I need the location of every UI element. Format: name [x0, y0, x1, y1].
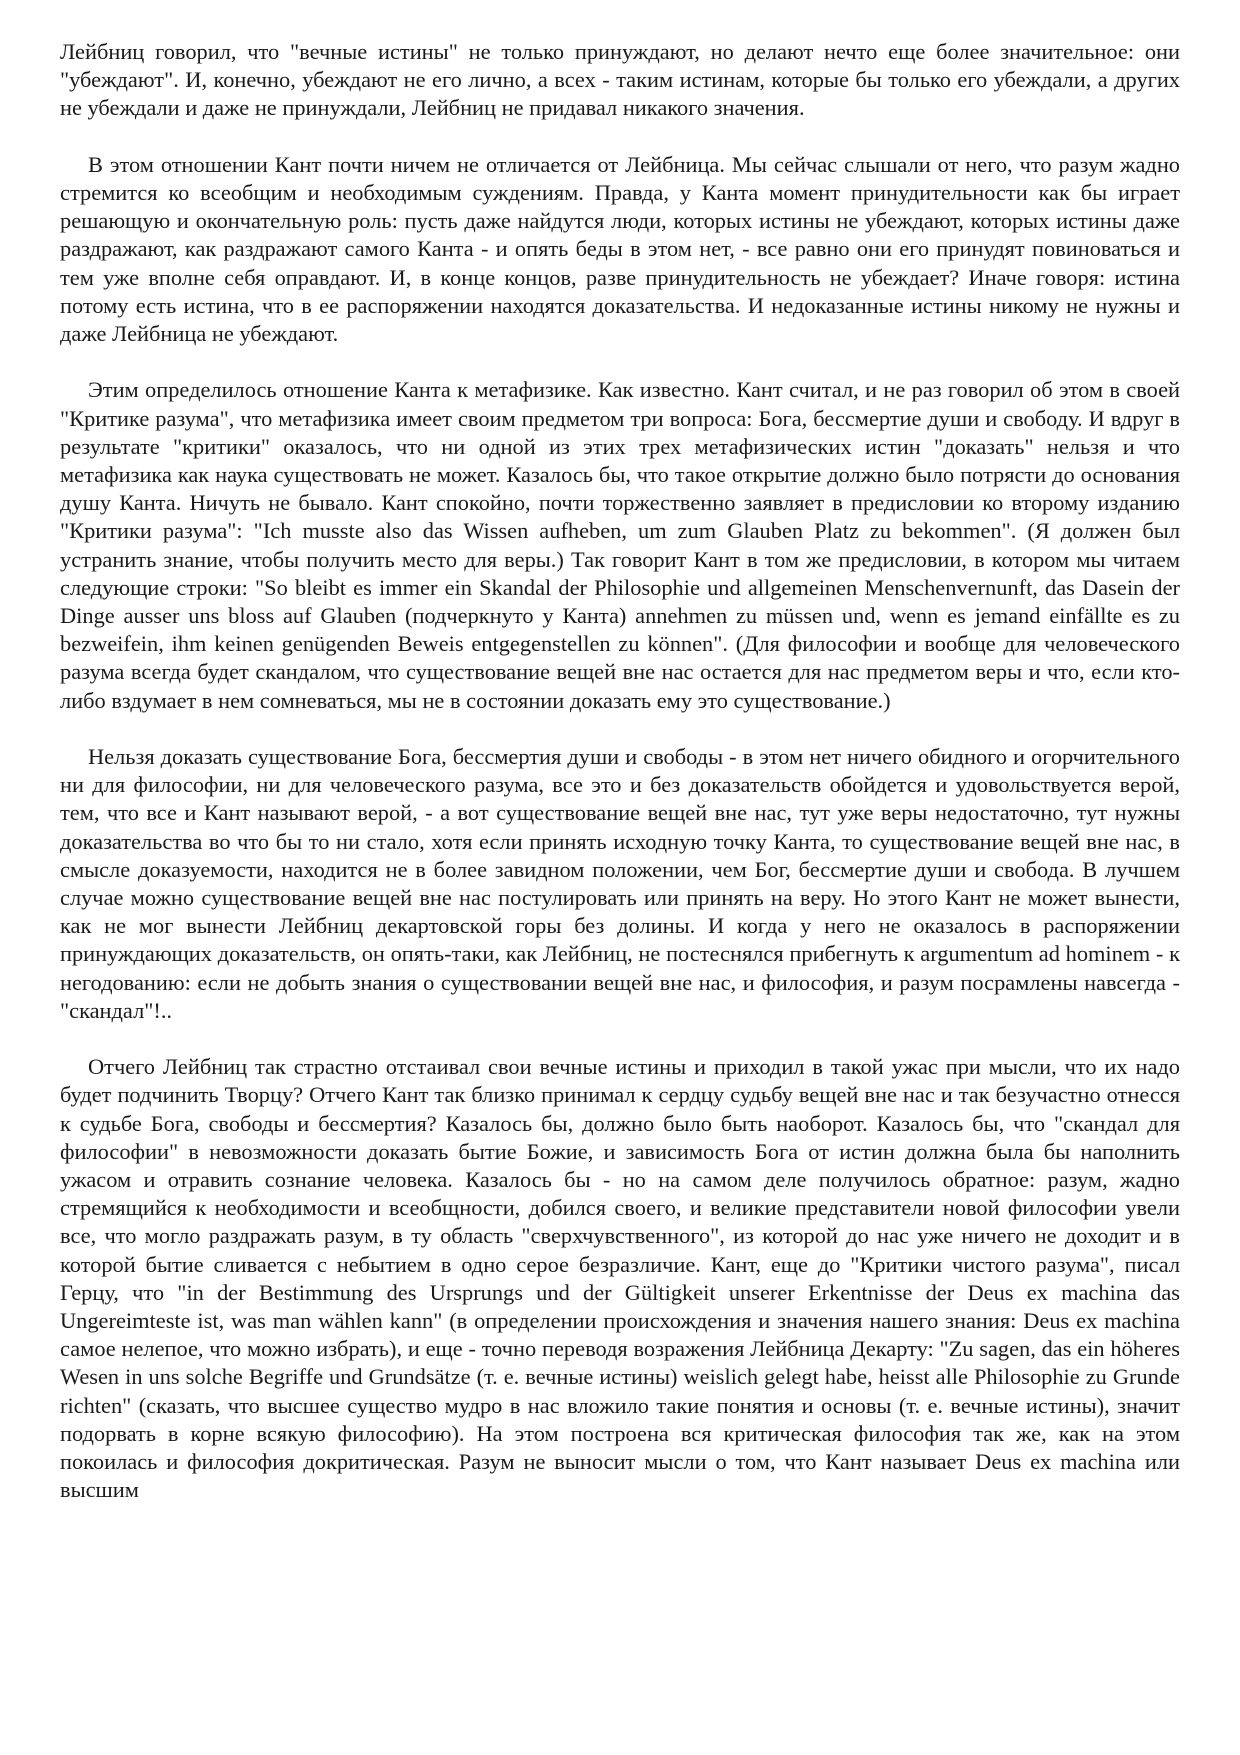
paragraph-3: Этим определилось отношение Канта к метафизике. Как известно. Кант считал, и не раз говорил об этом в своей "Критике разума", что метафизика имеет своим предметом три вопроса: Бога, бессмертие души и свободу. И вдруг в результате "критики" оказалось, что ни одной из этих трех метафизических истин "доказать" нельзя и что метафизика как наука существовать не может. Казалось бы, что такое открытие должно было потрясти до основания душу Канта. Ничуть не бывало. Кант спокойно, почти торжественно заявляет в предисловии ко второму изданию "Критики разума": "Ich musste also das Wissen aufheben, um zum Glauben Platz zu bekommen". (Я должен был устранить знание, чтобы получить место для веры.) Так говорит Кант в том же предисловии, в котором мы читаем следующие строки: "So bleibt es immer ein Skandal der Philosophie und allgemeinen Menschenvernunft, das Dasein der Dinge ausser uns bloss auf Glauben (подчеркнуто у Канта) annehmen zu müssen und, wenn es jemand einfällte es zu bezweifein, ihm keinen genügenden Beweis entgegenstellen zu können". (Для философии и вообще для человеческого разума всегда будет скандалом, что существование вещей вне нас остается для нас предметом веры и что, если кто-либо вздумает в нем сомневаться, мы не в состоянии доказать ему это существование.): [60, 377, 1180, 713]
paragraph-2: В этом отношении Кант почти ничем не отличается от Лейбница. Мы сейчас слышали от него, что разум жадно стремится ко всеобщим и необходимым суждениям. Правда, у Канта момент принудительности как бы играет решающую и окончательную роль: пусть даже найдутся люди, которых истины не убеждают, которых истины даже раздражают, как раздражают самого Канта - и опять беды в этом нет, - все равно они его принудят повиноваться и тем уже вполне себя оправдают. И, в конце концов, разве принудительность не убеждает? Иначе говоря: истина потому есть истина, что в ее распоряжении находятся доказательства. И недоказанные истины никому не нужны и даже Лейбница не убеждают.: [60, 151, 1180, 347]
paragraph-5: Отчего Лейбниц так страстно отстаивал свои вечные истины и приходил в такой ужас при мысли, что их надо будет подчинить Творцу? Отчего Кант так близко принимал к сердцу судьбу вещей вне нас и так безучастно отнесся к судьбе Бога, свободы и бессмертия? Казалось бы, должно было быть наоборот. Казалось бы, что "скандал для философии" в невозможности доказать бытие Божие, и зависимость Бога от истин должна была бы наполнить ужасом и отравить сознание человека. Казалось бы - но на самом деле получилось обратное: разум, жадно стремящийся к необходимости и всеобщности, добился своего, и великие представители новой философии увели все, что могло раздражать разум, в ту область "сверхчувственного", из которой до нас уже ничего не доходит и в которой бытие сливается с небытием в одно серое безразличие. Кант, еще до "Критики чистого разума", писал Герцу, что "in der Bestimmung des Ursprungs und der Gültigkeit unserer Erkentnisse der Deus ex machina das Ungereimteste ist, was man wählen kann" (в определении происхождения и значения нашего знания: Deus ex machina самое нелепое, что можно избрать), и еще - точно переводя возражения Лейбница Декарту: "Zu sagen, das ein höheres Wesen in uns solche Begriffe und Grundsätze (т. е. вечные истины) weislich gelegt habe, heisst alle Philosophie zu Grunde richten" (сказать, что высшее существо мудро в нас вложило такие понятия и основы (т. е. вечные истины), значит подорвать в корне всякую философию). На этом построена вся критическая философия так же, как на этом покоилась и философия докритическая. Разум не выносит мысли о том, что Кант называет Deus ex machina или высшим: [60, 1054, 1180, 1503]
paragraph-1: Лейбниц говорил, что "вечные истины" не только принуждают, но делают нечто еще более значительное: они "убеждают". И, конечно, убеждают не его лично, а всех - таким истинам, которые бы только его убеждали, а других не убеждали и даже не принуждали, Лейбниц не придавал никакого значения.: [60, 39, 1180, 121]
paragraph-4: Нельзя доказать существование Бога, бессмертия души и свободы - в этом нет ничего обидного и огорчительного ни для философии, ни для человеческого разума, все это и без доказательств обойдется и удовольствуется верой, тем, что все и Кант называют верой, - а вот существование вещей вне нас, тут уже веры недостаточно, тут нужны доказательства во что бы то ни стало, хотя если принять исходную точку Канта, то существование вещей вне нас, в смысле доказуемости, находится не в более завидном положении, чем Бог, бессмертие души и свобода. В лучшем случае можно существование вещей вне нас постулировать или принять на веру. Но этого Кант не может вынести, как не мог вынести Лейбниц декартовской горы без долины. И когда у него не оказалось в распоряжении принуждающих доказательств, он опять-таки, как Лейбниц, не постеснялся прибегнуть к argumentum ad hominem - к негодованию: если не добыть знания о существовании вещей вне нас, и философия, и разум посрамлены навсегда - "скандал"!..: [60, 744, 1180, 1023]
